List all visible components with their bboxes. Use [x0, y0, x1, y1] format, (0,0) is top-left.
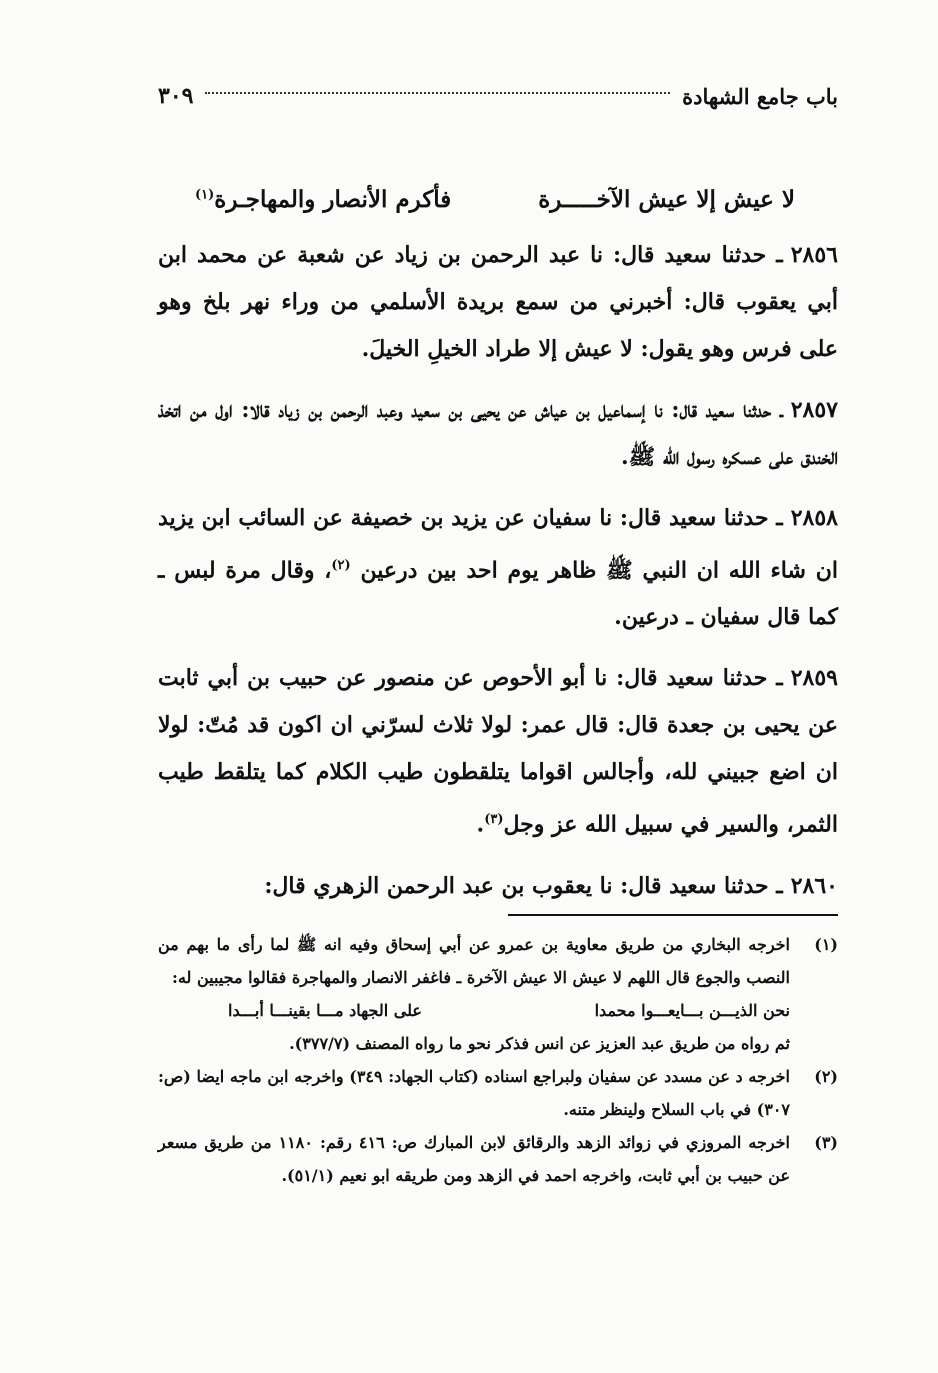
poem-second-hemistich: فأكرم الأنصار والمهاجـرة$^{(١)}$	[195, 185, 452, 213]
hadith-2856	[158, 232, 838, 373]
hadith-2857	[158, 387, 838, 481]
footnote-marker: (١)	[814, 935, 838, 954]
footnote-1-continued	[158, 1027, 838, 1060]
footnote-2	[158, 1060, 838, 1126]
hadith-text-continued: .	[476, 811, 485, 838]
footnote-text: اخرجه د عن مسدد عن سفيان ولبراجع اسناده (كتاب الجهاد: ٣٤٩) واخرجه ابن ماجه ايضا (ص: ٣٠٧) في باب السلاح ولينظر متنه.	[158, 1067, 790, 1119]
running-header	[158, 78, 838, 114]
hadith-number: ٢٨٥٩	[790, 665, 838, 692]
page-number: ٣٠٩	[158, 83, 194, 109]
hadith-text: ـ حدثنا سعيد قال: نا يعقوب بن عبد الرحمن الزهري قال:	[264, 872, 783, 899]
footnote-ref-3: (٣)	[484, 812, 504, 828]
footnote-verse	[158, 994, 790, 1027]
hadith-number: ٢٨٥٦	[790, 242, 838, 268]
footnote-ref-2: (٢)	[331, 558, 351, 573]
hadith-text: ـ حدثنا سعيد قال: نا عبد الرحمن بن زياد عن شعبة عن محمد ابن أبي يعقوب قال: أخبرني من سمع بريدة الأسلمي من وراء نهر بلخ وهو على فرس وهو يقول: لا عيش إلا طراد الخيلِ الخيلَ.	[158, 242, 838, 362]
main-text	[158, 232, 838, 924]
hadith-text: ـ حدثنا سعيد قال: نا إسماعيل بن عياش عن يحيى بن سعيد وعبد الرحمن بن زياد قالا: اول من اتخذ الخندق على عسكره رسول الله ﷺ.	[158, 397, 838, 470]
hadith-2859	[158, 655, 838, 848]
poem-verse	[195, 176, 795, 222]
hadith-text: ـ حدثنا سعيد قال: نا أبو الأحوص عن منصور عن حبيب بن أبي ثابت عن يحيى بن جعدة قال: قال عمر: لولا ثلاث لسرّني ان اكون قد مُتّ: لولا ان اضع جبيني لله، وأجالس اقواما يتلقطون طيب الكلام كما يتلقط طيب الثمر، والسير في سبيل الله عز وجل	[158, 665, 838, 838]
hadith-text-continued: ، وقال مرة لبس ـ كما قال سفيان ـ درعين.	[158, 557, 838, 631]
footnote-marker: (٢)	[814, 1067, 838, 1086]
hadith-2858	[158, 495, 838, 641]
footnote-1	[158, 928, 838, 994]
verse-first: نحن الذيـــن بـــايعـــوا محمدا	[594, 1001, 790, 1020]
hadith-text: ـ حدثنا سعيد قال: نا سفيان عن يزيد بن خصيفة عن السائب ابن يزيد ان شاء الله ان النبي ﷺ ظاهر يوم احد بين درعين	[158, 505, 838, 584]
footnote-divider	[508, 914, 838, 916]
footnote-marker: (٣)	[814, 1133, 838, 1152]
hadith-number: ٢٨٥٨	[790, 505, 838, 531]
leader-dots	[205, 92, 670, 94]
footnotes	[158, 928, 838, 1192]
poem-first-hemistich: لا عيش إلا عيش الآخـــــرة	[538, 185, 795, 213]
footnote-3	[158, 1126, 838, 1192]
footnote-text: ثم رواه من طريق عبد العزيز عن انس فذكر نحو ما رواه المصنف (٣٧٧/٧).	[289, 1034, 790, 1053]
hadith-2860	[158, 863, 838, 910]
hadith-number: ٢٨٦٠	[790, 872, 838, 899]
footnote-text: اخرجه البخاري من طريق معاوية بن عمرو عن أبي إسحاق وفيه انه ﷺ لما رأى ما بهم من النصب والجوع قال اللهم لا عيش الا عيش الآخرة ـ فاغفر الانصار والمهاجرة فقالوا مجيبين له:	[158, 935, 790, 987]
hadith-number: ٢٨٥٧	[790, 397, 838, 423]
footnote-text: اخرجه المروزي في زوائد الزهد والرقائق لابن المبارك ص: ٤١٦ رقم: ١١٨٠ من طريق مسعر عن حبيب بن أبي ثابت، واخرجه احمد في الزهد ومن طريقه ابو نعيم (٥١/١).	[158, 1133, 791, 1185]
verse-second: على الجهاد مـــا بقينـــا أبـــدا	[228, 1001, 422, 1020]
footnote-ref-1: (١)	[195, 186, 215, 202]
chapter-title: باب جامع الشهادة	[682, 83, 838, 109]
